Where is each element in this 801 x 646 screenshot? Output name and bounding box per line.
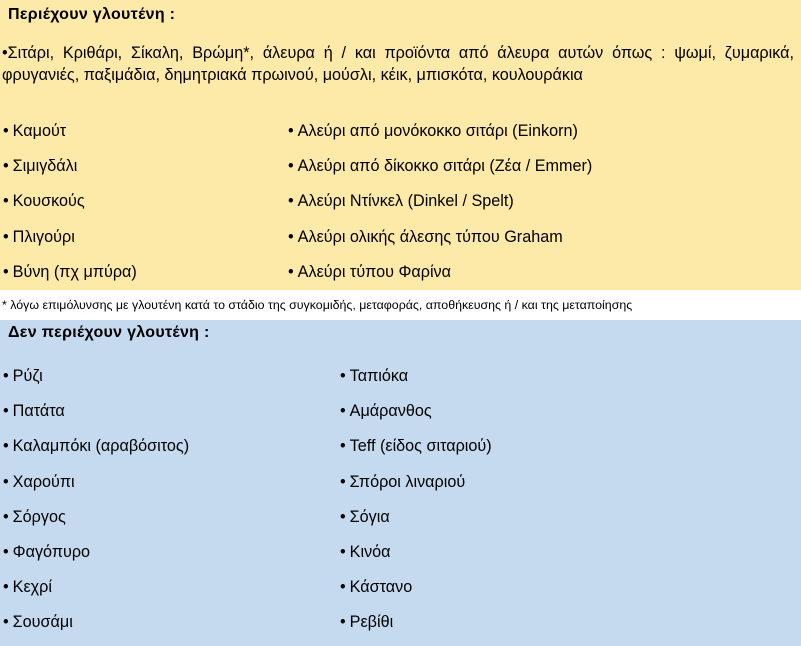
- bullet-icon: •: [3, 122, 9, 140]
- bullet-icon: •: [3, 227, 9, 246]
- list-item-label: Αλεύρι από δίκοκκο σιτάρι (Ζέα / Emmer): [297, 157, 593, 176]
- list-item-label: Σπόροι λιναριού: [349, 472, 466, 491]
- list-item-label: Αμάρανθος: [349, 402, 432, 421]
- list-item-label: Πλιγούρι: [12, 227, 75, 246]
- bullet-icon: •: [3, 578, 9, 597]
- list-item: [288, 227, 563, 247]
- list-item: [3, 227, 75, 247]
- list-item: [3, 156, 77, 176]
- bullet-icon: •: [3, 437, 9, 456]
- bullet-icon: •: [3, 367, 9, 385]
- list-item-label: Κάστανο: [349, 578, 413, 597]
- list-item-label: Καμούτ: [12, 122, 67, 140]
- gluten-intro: •Σιτάρι, Κριθάρι, Σίκαλη, Βρώμη*, άλευρα ή / και προϊόντα από άλευρα αυτών όπως : ψωμί, ζυμαρικά, φρυγανιές, παξιμάδια, δημητριακά πρωινού, μούσλι, κέικ, μπισκότα, κουλουράκια: [2, 44, 794, 84]
- list-item: [3, 577, 52, 597]
- bullet-icon: •: [288, 122, 294, 140]
- list-item: [340, 612, 393, 632]
- bullet-icon: •: [340, 543, 346, 561]
- bullet-icon: •: [3, 507, 9, 526]
- bullet-icon: •: [340, 507, 346, 526]
- list-item: [340, 401, 432, 421]
- bullet-icon: •: [288, 192, 294, 211]
- list-item-label: Πατάτα: [12, 402, 65, 421]
- bullet-icon: •: [340, 578, 346, 597]
- list-item-label: Φαγόπυρο: [12, 543, 91, 561]
- list-item: [3, 436, 189, 456]
- bullet-icon: •: [340, 472, 346, 491]
- list-item-label: Καλαμπόκι (αραβόσιτος): [12, 437, 190, 456]
- list-item: [3, 262, 137, 282]
- list-item-label: Αλεύρι τύπου Φαρίνα: [297, 262, 452, 281]
- list-item: [3, 542, 90, 562]
- bullet-icon: •: [3, 262, 9, 281]
- list-item: [3, 191, 85, 211]
- list-item-label: Αλεύρι Ντίνκελ (Dinkel / Spelt): [297, 192, 514, 211]
- list-item: [3, 401, 65, 421]
- list-item-label: Σιμιγδάλι: [12, 157, 78, 176]
- bullet-icon: •: [3, 472, 9, 491]
- list-item: [288, 121, 578, 141]
- gluten-free-section: [0, 320, 801, 646]
- list-item-label: Αλεύρι από μονόκοκκο σιτάρι (Einkorn): [297, 122, 578, 140]
- list-item-label: Ρύζι: [12, 367, 43, 385]
- list-item: [288, 191, 514, 211]
- bullet-icon: •: [340, 613, 346, 632]
- bullet-icon: •: [288, 227, 294, 246]
- footnote: * λόγω επιμόλυνσης με γλουτένη κατά το στάδιο της συγκομιδής, μεταφοράς, αποθήκευσης ή / και της μεταποίησης: [2, 298, 633, 312]
- list-item: [288, 156, 592, 176]
- bullet-icon: •: [3, 613, 9, 632]
- bullet-icon: •: [288, 157, 294, 176]
- list-item-label: Κουσκούς: [12, 192, 85, 211]
- list-item-label: Σόγια: [349, 507, 390, 526]
- list-item: [3, 472, 75, 492]
- list-item-label: Σόργος: [12, 507, 66, 526]
- list-item-label: Σουσάμι: [12, 613, 73, 632]
- list-item: [340, 472, 465, 492]
- bullet-icon: •: [340, 437, 346, 456]
- bullet-icon: •: [3, 192, 9, 211]
- list-item: [340, 542, 391, 562]
- bullet-icon: •: [3, 157, 9, 176]
- list-item-label: Teff (είδος σιταριού): [349, 437, 492, 456]
- list-item: [3, 507, 66, 527]
- list-item-label: Αλεύρι ολικής άλεσης τύπου Graham: [297, 227, 563, 246]
- list-item: [288, 262, 451, 282]
- gluten-free-heading: Δεν περιέχουν γλουτένη :: [8, 324, 210, 341]
- bullet-icon: •: [288, 262, 294, 281]
- list-item: [340, 507, 390, 527]
- bullet-icon: •: [3, 402, 9, 421]
- list-item: [340, 577, 412, 597]
- list-item: [340, 366, 408, 386]
- list-item: [3, 121, 66, 141]
- bullet-icon: •: [340, 367, 346, 385]
- list-item-label: Ταπιόκα: [349, 367, 409, 385]
- list-item-label: Χαρούπι: [12, 472, 75, 491]
- list-item: [340, 436, 492, 456]
- list-item-label: Ρεβίθι: [349, 613, 394, 632]
- gluten-heading: Περιέχουν γλουτένη :: [8, 6, 176, 23]
- list-item: [3, 366, 43, 386]
- bullet-icon: •: [340, 402, 346, 421]
- list-item-label: Βύνη (πχ μπύρα): [12, 262, 137, 281]
- list-item: [3, 612, 73, 632]
- list-item-label: Κινόα: [349, 543, 391, 561]
- bullet-icon: •: [3, 543, 9, 561]
- gluten-section: [0, 0, 801, 290]
- list-item-label: Κεχρί: [12, 578, 52, 597]
